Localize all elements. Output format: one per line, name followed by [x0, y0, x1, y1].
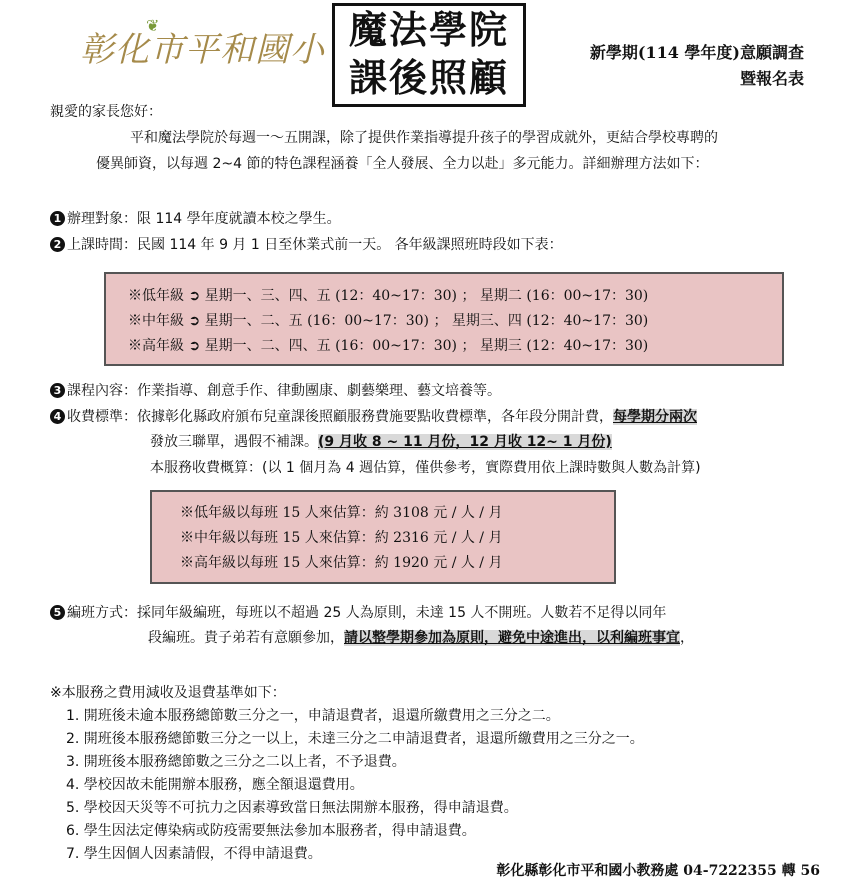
- schedule-high-grade: ※高年級 ➲ 星期一、二、四、五 (16：00~17：30) ； 星期三 (12：40~17：30): [128, 338, 649, 354]
- refund-item: 1. 開班後未逾本服務總節數三分之一，申請退費者，退還所繳費用之三分之二。: [66, 708, 560, 724]
- logo-line2: 課後照顧: [348, 55, 509, 100]
- intro-line1: 平和魔法學院於每週一～五開課，除了提供作業指導提升孩子的學習成就外，更結合學校專聘的: [130, 130, 718, 146]
- form-title-line2: 暨報名表: [739, 69, 804, 88]
- section-3: 3 課程內容：作業指導、創意手作、律動團康、劇藝樂理、藝文培養等。: [50, 379, 501, 403]
- form-title-line1: 新學期(114 學年度)意願調查: [589, 43, 804, 62]
- section-4: 4 收費標準：依據彰化縣政府頒布兒童課後照顧服務費施要點收費標準，各年段分開計費，每學期分兩次: [50, 405, 697, 429]
- fee-low-grade: ※低年級以每班 15 人來估算：約 3108 元 / 人 / 月: [180, 505, 503, 521]
- section-5: 5 編班方式：採同年級編班，每班以不超過 25 人為原則，未達 15 人不開班。人數若不足得以同年: [50, 601, 666, 625]
- section-4-line2: 發放三聯單，遇假不補課。(9 月收 8 ~ 11 月份，12 月收 12~ 1 月份): [150, 434, 612, 450]
- logo-line1: 魔法學院: [348, 7, 509, 52]
- school-name: 彰化市平和國小 ❦: [80, 16, 325, 70]
- number-badge-4: 4: [50, 409, 65, 424]
- leaf-icon: ❦: [146, 16, 161, 35]
- refund-title: ※本服務之費用減收及退費基準如下：: [50, 685, 286, 701]
- schedule-low-grade: ※低年級 ➲ 星期一、三、四、五 (12：40~17：30) ； 星期二 (16：00~17：30): [128, 288, 649, 304]
- number-badge-5: 5: [50, 605, 65, 620]
- refund-list: [66, 705, 644, 866]
- fees-box: [150, 490, 616, 584]
- intro-line2: 優異師資，以每週 2~4 節的特色課程涵養「全人發展、全力以赴」多元能力。詳細辦理方法如下：: [96, 156, 709, 172]
- number-badge-1: 1: [50, 211, 65, 226]
- refund-item: 6. 學生因法定傳染病或防疫需要無法參加本服務者，得申請退費。: [66, 823, 476, 839]
- section-2: 2 上課時間：民國 114 年 9 月 1 日至休業式前一天。 各年級課照班時段如下表：: [50, 233, 563, 257]
- refund-item: 3. 開班後本服務總節數之三分之二以上者，不予退費。: [66, 754, 406, 770]
- schedule-mid-grade: ※中年級 ➲ 星期一、二、五 (16：00~17：30) ； 星期三、四 (12：40~17：30): [128, 313, 649, 329]
- form-title: [590, 40, 804, 92]
- refund-item: 7. 學生因個人因素請假，不得申請退費。: [66, 846, 322, 862]
- schedule-box: [104, 272, 784, 366]
- refund-item: 2. 開班後本服務總節數三分之一以上，未達三分之二申請退費者，退還所繳費用之三分之一。: [66, 731, 644, 747]
- number-badge-3: 3: [50, 383, 65, 398]
- greeting: 親愛的家長您好：: [50, 104, 162, 120]
- refund-item: 5. 學校因天災等不可抗力之因素導致當日無法開辦本服務，得申請退費。: [66, 800, 518, 816]
- section-5-line2: 段編班。貴子弟若有意願參加，請以整學期參加為原則，避免中途進出，以利編班事宜，: [148, 630, 694, 646]
- highlight-two-payments: 每學期分兩次: [613, 409, 697, 425]
- section-4-line3: 本服務收費概算：(以 1 個月為 4 週估算，僅供參考，實際費用依上課時數與人數為計算): [150, 460, 701, 476]
- highlight-full-semester: 請以整學期參加為原則，避免中途進出，以利編班事宜: [344, 630, 680, 646]
- fee-mid-grade: ※中年級以每班 15 人來估算：約 2316 元 / 人 / 月: [180, 530, 503, 546]
- number-badge-2: 2: [50, 237, 65, 252]
- refund-item: 4. 學校因故未能開辦本服務，應全額退還費用。: [66, 777, 364, 793]
- section-1: 1 辦理對象：限 114 學年度就讀本校之學生。: [50, 207, 341, 231]
- highlight-payment-months: (9 月收 8 ~ 11 月份，12 月收 12~ 1 月份): [318, 434, 612, 450]
- program-logo: [332, 3, 526, 107]
- footer-contact: 彰化縣彰化市平和國小教務處 04-7222355 轉 56: [496, 863, 820, 879]
- fee-high-grade: ※高年級以每班 15 人來估算：約 1920 元 / 人 / 月: [180, 555, 503, 571]
